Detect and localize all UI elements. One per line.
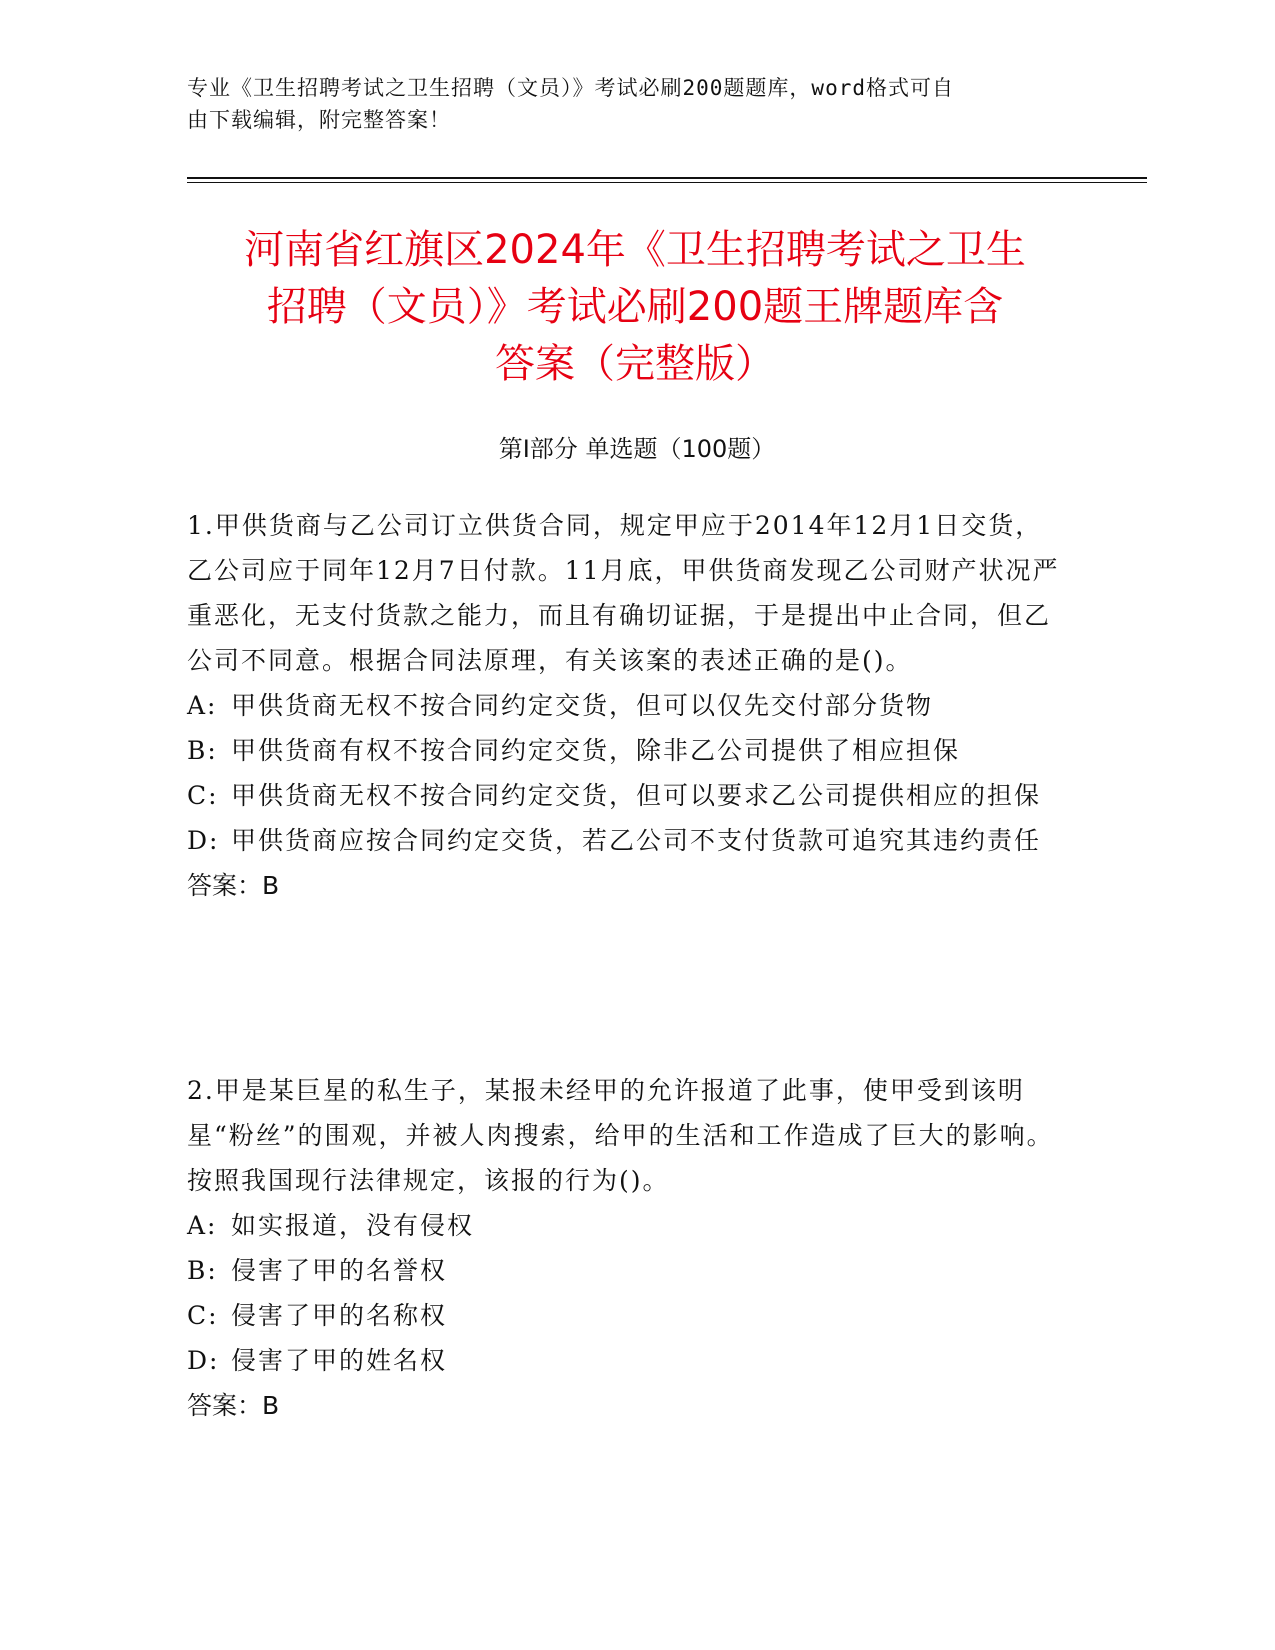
option-b [187,728,1067,773]
title-line: 河南省红旗区2024年《卫生招聘考试之卫生 [244,227,1026,273]
option-c [187,773,1067,818]
option-a [187,1203,1067,1248]
option-text: 侵害了甲的姓名权 [231,1346,448,1375]
option-key: B: [187,736,218,765]
option-key: D: [187,826,220,855]
option-key: C: [187,781,219,810]
option-key: A: [187,1211,218,1240]
header-note-line: 专业《卫生招聘考试之卫生招聘（文员）》考试必刷200题题库，word格式可自 [187,76,954,100]
option-text: 侵害了甲的名誉权 [231,1256,448,1285]
title-line: 招聘（文员）》考试必刷200题王牌题库含 [266,284,1004,330]
header-divider [187,182,1147,183]
header-note-line: 由下载编辑，附完整答案！ [187,108,451,132]
option-b [187,1248,1067,1293]
option-text: 如实报道，没有侵权 [231,1211,475,1240]
option-c [187,1293,1067,1338]
answer-text: 答案：B [187,871,280,900]
option-key: B: [187,1256,218,1285]
option-text: 甲供货商无权不按合同约定交货，但可以仅先交付部分货物 [231,691,934,720]
section-title: 第Ⅰ部分 单选题（100题） [498,435,776,463]
question-block [187,503,1067,908]
title-line: 答案（完整版） [495,341,775,387]
header-note [187,72,1067,136]
question-text: 1.甲供货商与乙公司订立供货合同，规定甲应于2014年12月1日交货，乙公司应于同年12月7日付款。11月底，甲供货商发现乙公司财产状况严重恶化，无支付货款之能力，而且有确切证据，于是提出中止合同，但乙公司不同意。根据合同法原理，有关该案的表述正确的是()。 [187,511,1060,675]
option-text: 甲供货商无权不按合同约定交货，但可以要求乙公司提供相应的担保 [231,781,1042,810]
option-text: 侵害了甲的名称权 [231,1301,448,1330]
option-key: C: [187,1301,219,1330]
question-text: 2.甲是某巨星的私生子，某报未经甲的允许报道了此事，使甲受到该明星“粉丝”的围观，并被人肉搜索，给甲的生活和工作造成了巨大的影响。按照我国现行法律规定，该报的行为()。 [187,1076,1054,1195]
option-text: 甲供货商应按合同约定交货，若乙公司不支付货款可追究其违约责任 [231,826,1042,855]
option-key: A: [187,691,218,720]
option-text: 甲供货商有权不按合同约定交货，除非乙公司提供了相应担保 [231,736,961,765]
option-d [187,818,1067,863]
question-block [187,1068,1067,1428]
option-key: D: [187,1346,220,1375]
answer-text: 答案：B [187,1391,280,1420]
option-d [187,1338,1067,1383]
document-title [170,222,1100,393]
header-divider [187,177,1147,179]
option-a [187,683,1067,728]
